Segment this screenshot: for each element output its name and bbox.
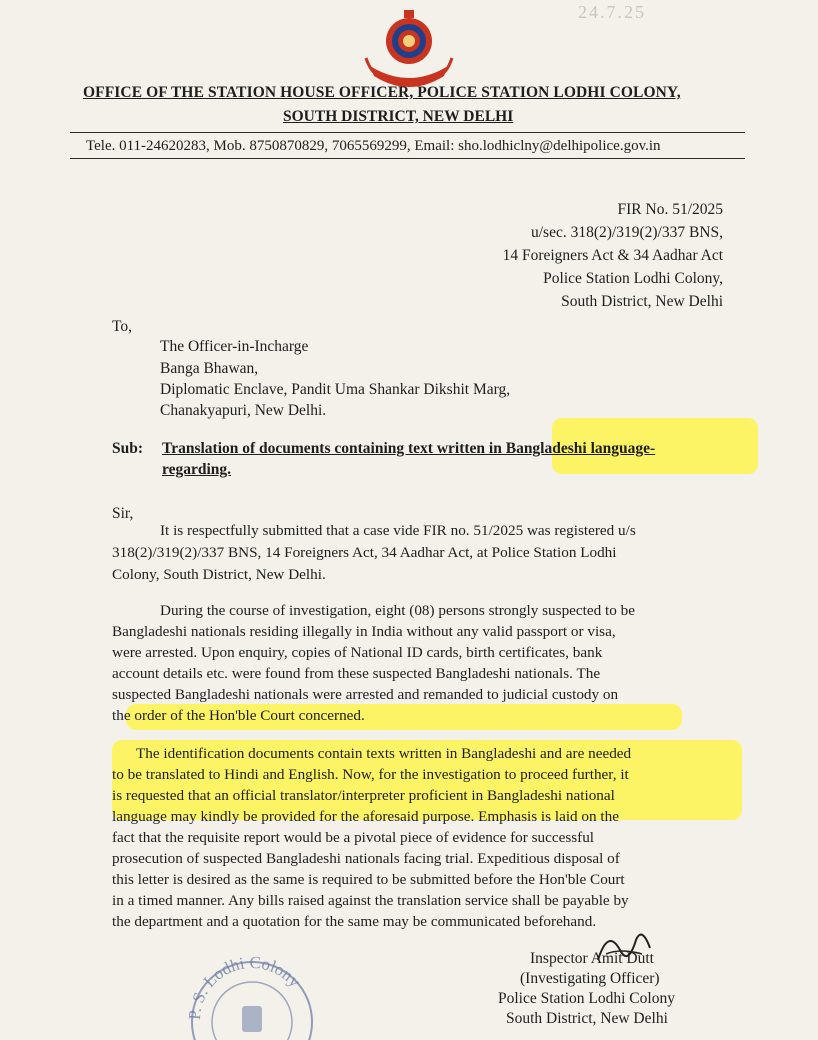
signatory-name: Inspector Amit Dutt	[530, 950, 654, 967]
header-divider-bottom	[70, 158, 745, 159]
police-station-stamp-icon	[178, 940, 318, 1040]
paragraph-3-line-3: is requested that an official translator/interpreter proficient in Bangladeshi national	[112, 787, 615, 804]
paragraph-3-line-4: language may kindly be provided for the aforesaid purpose. Emphasis is laid on the	[112, 808, 619, 825]
contact-line: Tele. 011-24620283, Mob. 8750870829, 7065569299, Email: sho.lodhiclny@delhipolice.gov.in	[86, 138, 661, 154]
salutation: Sir,	[112, 505, 134, 522]
paragraph-3-line-1: The identification documents contain texts written in Bangladeshi and are needed	[136, 745, 632, 762]
paragraph-3-line-9: the department and a quotation for the same may be communicated beforehand.	[112, 913, 597, 930]
signatory-station: Police Station Lodhi Colony	[498, 990, 675, 1007]
addressee-line-3: Diplomatic Enclave, Pandit Uma Shankar Dikshit Marg,	[160, 381, 511, 398]
delhi-police-emblem-icon	[360, 8, 458, 88]
addressee-line-2: Banga Bhawan,	[160, 360, 259, 377]
paragraph-3-line-6: prosecution of suspected Bangladeshi nationals facing trial. Expeditious disposal of	[112, 850, 620, 867]
paragraph-3-line-2: to be translated to Hindi and English. Now, for the investigation to proceed further, it	[112, 766, 629, 783]
stamp-text: P. S. Lodhi Colony	[184, 952, 305, 1021]
paragraph-1-line-2: 318(2)/319(2)/337 BNS, 14 Foreigners Act, 34 Aadhar Act, at Police Station Lodhi	[112, 544, 617, 561]
paragraph-2-line-5: suspected Bangladeshi nationals were arrested and remanded to judicial custody on	[112, 686, 619, 703]
paragraph-3-line-7: this letter is desired as the same is required to be submitted before the Hon'ble Court	[112, 871, 625, 888]
paragraph-2-line-1: During the course of investigation, eight (08) persons strongly suspected to be	[160, 602, 635, 619]
sections: u/sec. 318(2)/319(2)/337 BNS,	[530, 224, 723, 241]
corner-handwritten-date: 24.7.25	[578, 2, 646, 22]
signatory-role: (Investigating Officer)	[520, 970, 660, 987]
paragraph-1-line-3: Colony, South District, New Delhi.	[112, 566, 326, 583]
reference-station: Police Station Lodhi Colony,	[543, 270, 723, 287]
paragraph-2-line-3: were arrested. Upon enquiry, copies of National ID cards, birth certificates, bank	[112, 644, 603, 661]
signatory-district: South District, New Delhi	[506, 1010, 668, 1027]
paragraph-2-line-2: Bangladeshi nationals residing illegally in India without any valid passport or visa,	[112, 623, 616, 640]
reference-district: South District, New Delhi	[561, 293, 723, 310]
subject-line-2: regarding.	[162, 461, 232, 478]
addressee-line-1: The Officer-in-Incharge	[160, 338, 309, 355]
district-heading: SOUTH DISTRICT, NEW DELHI	[283, 108, 514, 125]
paragraph-2-line-4: account details etc. were found from these suspected Bangladeshi nationals. The	[112, 665, 601, 682]
office-heading: OFFICE OF THE STATION HOUSE OFFICER, POLICE STATION LODHI COLONY,	[83, 84, 681, 101]
acts: 14 Foreigners Act & 34 Aadhar Act	[502, 247, 723, 264]
addressee-line-4: Chanakyapuri, New Delhi.	[160, 402, 327, 419]
to-label: To,	[112, 318, 133, 335]
subject-label: Sub:	[112, 440, 144, 457]
paragraph-3-line-8: in a timed manner. Any bills raised against the translation service shall be payable by	[112, 892, 629, 909]
paragraph-3-line-5: fact that the requisite report would be a pivotal piece of evidence for successful	[112, 829, 595, 846]
header-divider-top	[70, 132, 745, 133]
subject-line-1: Translation of documents containing text written in Bangladeshi language-	[162, 440, 656, 457]
paragraph-1-line-1: It is respectfully submitted that a case vide FIR no. 51/2025 was registered u/s	[160, 522, 636, 539]
paragraph-2-line-6: the order of the Hon'ble Court concerned.	[112, 707, 365, 724]
fir-number: FIR No. 51/2025	[617, 201, 723, 218]
